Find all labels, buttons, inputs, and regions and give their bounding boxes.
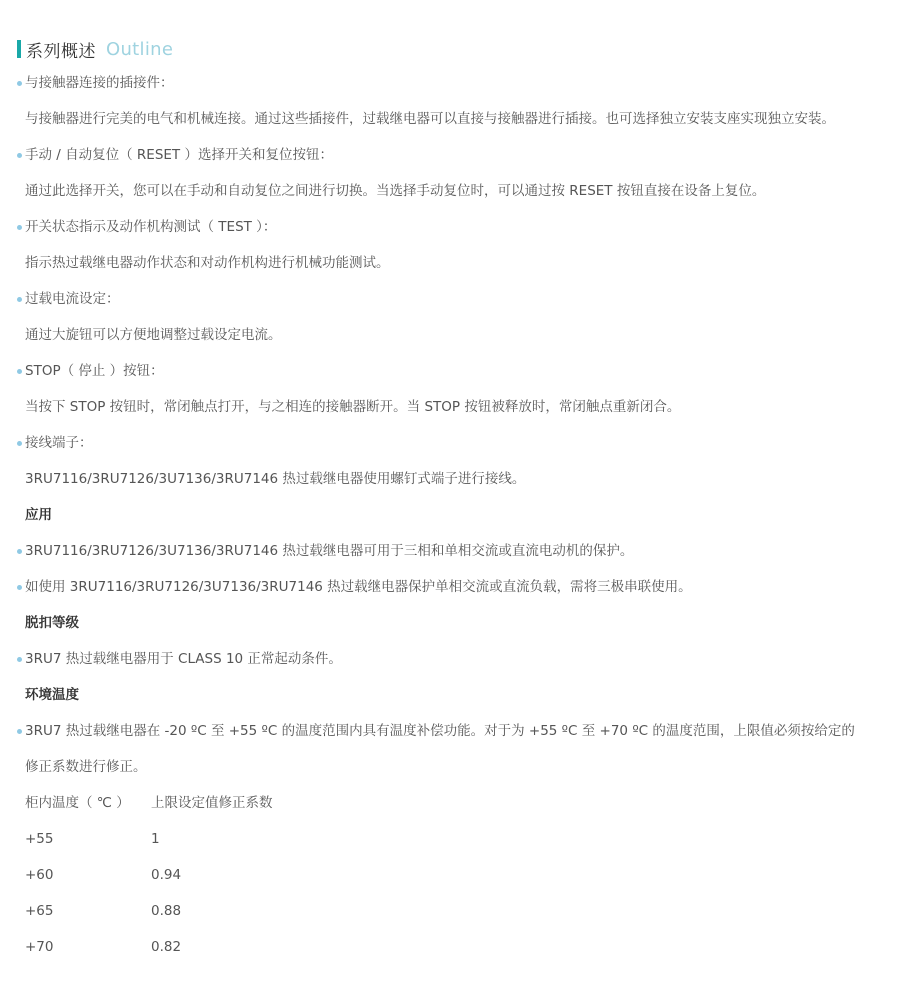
bullet-item: 手动 / 自动复位（ RESET ）选择开关和复位按钮： [0, 137, 900, 173]
section-header [17, 36, 173, 62]
section-title-en: Outline [106, 38, 174, 60]
correction-factor-table [25, 785, 273, 965]
subsection-heading: 应用 [25, 507, 52, 523]
description-text: 与接触器进行完美的电气和机械连接。通过这些插接件，过载继电器可以直接与接触器进行插接。也可选择独立安装支座实现独立安装。 [25, 111, 835, 127]
table-cell: 0.94 [151, 867, 182, 883]
bullet-item: 3RU7 热过载继电器用于 CLASS 10 正常起动条件。 [0, 641, 900, 677]
table-cell: +60 [25, 867, 54, 883]
table-header-cell: 上限设定值修正系数 [151, 795, 273, 811]
table-header-cell: 柜内温度（ ℃ ） [25, 795, 130, 811]
table-cell: +70 [25, 939, 54, 955]
outline-content [0, 65, 900, 965]
subsection-heading: 脱扣等级 [25, 615, 79, 631]
bullet-item: 如使用 3RU7116/3RU7126/3U7136/3RU7146 热过载继电器保护单相交流或直流负载，需将三极串联使用。 [0, 569, 900, 605]
description-text: 指示热过载继电器动作状态和对动作机构进行机械功能测试。 [25, 255, 390, 271]
table-cell: 0.82 [151, 939, 182, 955]
description-text: 通过此选择开关，您可以在手动和自动复位之间进行切换。当选择手动复位时，可以通过按 RESET 按钮直接在设备上复位。 [25, 183, 766, 199]
description-text: 当按下 STOP 按钮时，常闭触点打开，与之相连的接触器断开。当 STOP 按钮被释放时，常闭触点重新闭合。 [25, 399, 681, 415]
accent-bar [17, 40, 21, 58]
section-title-cn: 系列概述 [26, 41, 96, 62]
table-cell: 0.88 [151, 903, 182, 919]
table-header-row [25, 785, 273, 821]
bullet-item: STOP（ 停止 ）按钮： [0, 353, 900, 389]
bullet-item: 3RU7116/3RU7126/3U7136/3RU7146 热过载继电器可用于三相和单相交流或直流电动机的保护。 [0, 533, 900, 569]
description-text: 修正系数进行修正。 [25, 759, 147, 775]
table-row [25, 893, 273, 929]
bullet-item: 3RU7 热过载继电器在 -20 ºC 至 +55 ºC 的温度范围内具有温度补偿功能。对于为 +55 ºC 至 +70 ºC 的温度范围，上限值必须按给定的 [0, 713, 900, 749]
table-row [25, 857, 273, 893]
bullet-item: 与接触器连接的插接件： [0, 65, 900, 101]
bullet-item: 接线端子： [0, 425, 900, 461]
table-row [25, 821, 273, 857]
description-text: 3RU7116/3RU7126/3U7136/3RU7146 热过载继电器使用螺钉式端子进行接线。 [25, 471, 526, 487]
bullet-item: 开关状态指示及动作机构测试（ TEST ）： [0, 209, 900, 245]
table-cell: +55 [25, 831, 54, 847]
table-cell: +65 [25, 903, 54, 919]
bullet-item: 过载电流设定： [0, 281, 900, 317]
description-text: 通过大旋钮可以方便地调整过载设定电流。 [25, 327, 282, 343]
table-cell: 1 [151, 831, 160, 847]
subsection-heading: 环境温度 [25, 687, 79, 703]
table-row [25, 929, 273, 965]
